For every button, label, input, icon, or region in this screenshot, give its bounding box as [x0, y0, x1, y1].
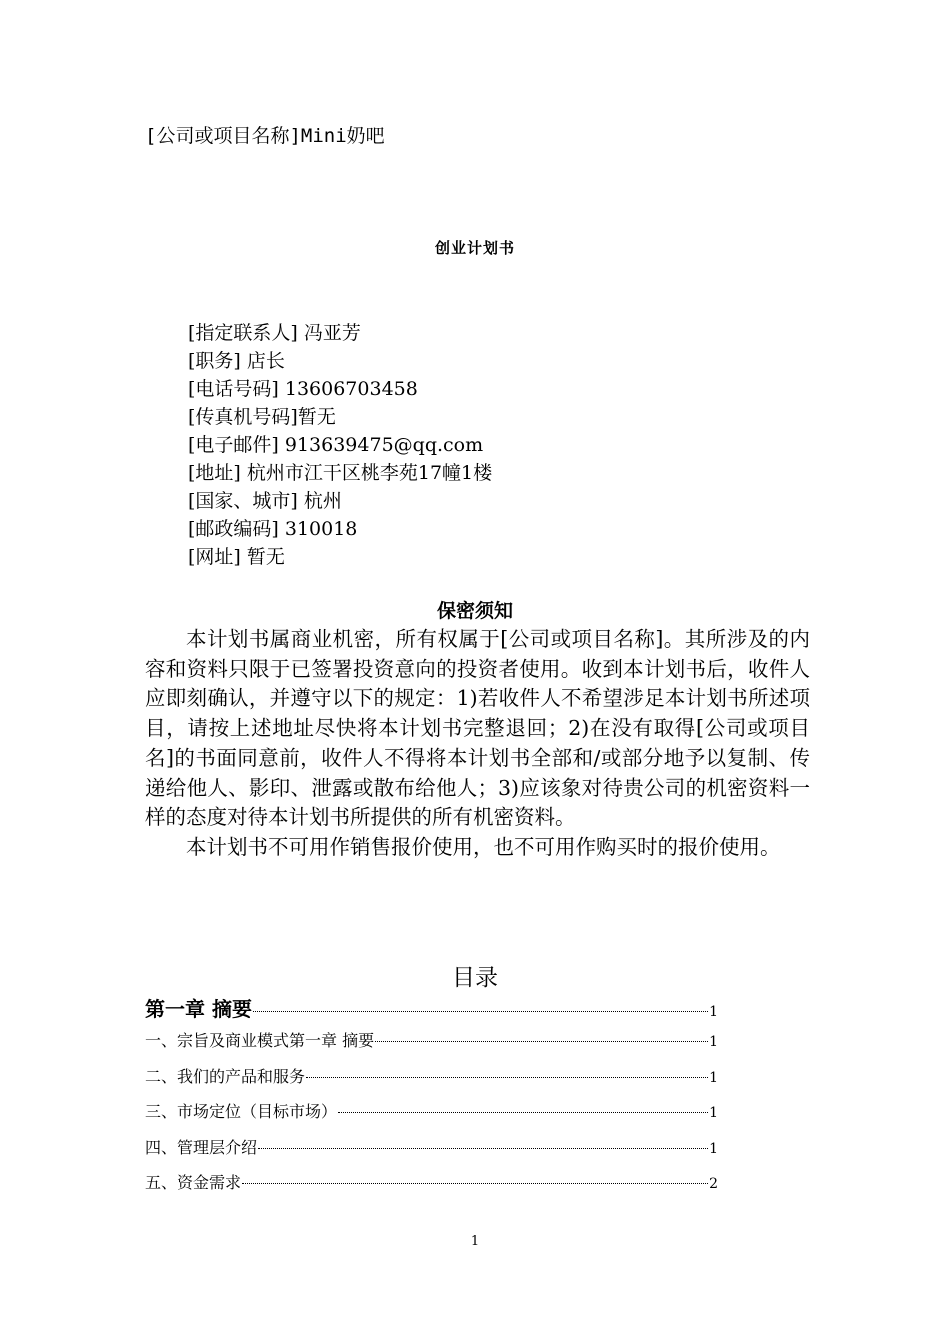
- contact-position: [职务] 店长: [188, 350, 285, 372]
- contact-fax: [传真机号码]暂无: [188, 406, 336, 428]
- contact-postcode: [邮政编码] 310018: [188, 518, 358, 540]
- toc-entry-page: 1: [709, 1034, 718, 1050]
- toc-entry-label: 三、市场定位（目标市场）: [145, 1102, 338, 1121]
- toc-entry-label: 五、资金需求: [145, 1173, 242, 1192]
- toc-entry-page: 1: [709, 1004, 718, 1020]
- toc-dot-leader: [375, 1041, 708, 1042]
- toc-entry-label: 一、宗旨及商业模式第一章 摘要: [145, 1031, 375, 1050]
- contact-country-city: [国家、城市] 杭州: [188, 490, 342, 512]
- table-of-contents: [145, 993, 718, 1206]
- contact-email: [电子邮件] 913639475@qq.com: [188, 434, 484, 456]
- confidentiality-paragraph: 本计划书属商业机密，所有权属于[公司或项目名称]。其所涉及的内容和资料只限于已签署投资意向的投资者使用。收到本计划书后，收件人应即刻确认，并遵守以下的规定：1)若收件人不希望涉足本计划书所述项目，请按上述地址尽快将本计划书完整退回；2)在没有取得[公司或项目名]的书面同意前，收件人不得将本计划书全部和/或部分地予以复制、传递给他人、影印、泄露或散布给他人；3)应该象对待贵公司的机密资料一样的态度对待本计划书所提供的所有机密资料。: [145, 627, 810, 830]
- toc-entry-section-3[interactable]: [145, 1099, 718, 1135]
- company-name-line: [公司或项目名称]Mini奶吧: [145, 125, 385, 147]
- toc-entry-page: 1: [709, 1069, 718, 1086]
- confidentiality-body: [145, 625, 810, 863]
- toc-entry-page: 1: [709, 1105, 718, 1121]
- toc-dot-leader: [306, 1077, 708, 1078]
- toc-entry-section-2[interactable]: [145, 1064, 718, 1100]
- toc-entry-chapter-1[interactable]: [145, 993, 718, 1028]
- toc-entry-section-5[interactable]: [145, 1170, 718, 1206]
- contact-phone: [电话号码] 13606703458: [188, 378, 418, 400]
- contact-info-block: [188, 319, 492, 571]
- toc-entry-section-1[interactable]: [145, 1028, 718, 1064]
- toc-dot-leader: [253, 1011, 708, 1012]
- toc-entry-page: 2: [709, 1176, 718, 1192]
- toc-entry-label: 四、管理层介绍: [145, 1137, 258, 1157]
- toc-entry-section-4[interactable]: [145, 1135, 718, 1171]
- page-number: 1: [470, 1234, 480, 1249]
- confidentiality-title: 保密须知: [436, 600, 513, 622]
- toc-dot-leader: [338, 1112, 708, 1113]
- toc-entry-label: 第一章 摘要: [145, 997, 252, 1021]
- toc-dot-leader: [258, 1148, 708, 1149]
- confidentiality-paragraph: 本计划书不可用作销售报价使用，也不可用作购买时的报价使用。: [186, 834, 781, 859]
- contact-website: [网址] 暂无: [188, 546, 285, 568]
- contact-person: [指定联系人] 冯亚芳: [188, 322, 361, 344]
- toc-dot-leader: [242, 1183, 708, 1184]
- toc-title: 目录: [452, 965, 498, 991]
- toc-entry-page: 1: [709, 1140, 718, 1157]
- contact-address: [地址] 杭州市江干区桃李苑17幢1楼: [188, 462, 493, 484]
- plan-title: 创业计划书: [434, 239, 515, 257]
- toc-entry-label: 二、我们的产品和服务: [145, 1066, 306, 1086]
